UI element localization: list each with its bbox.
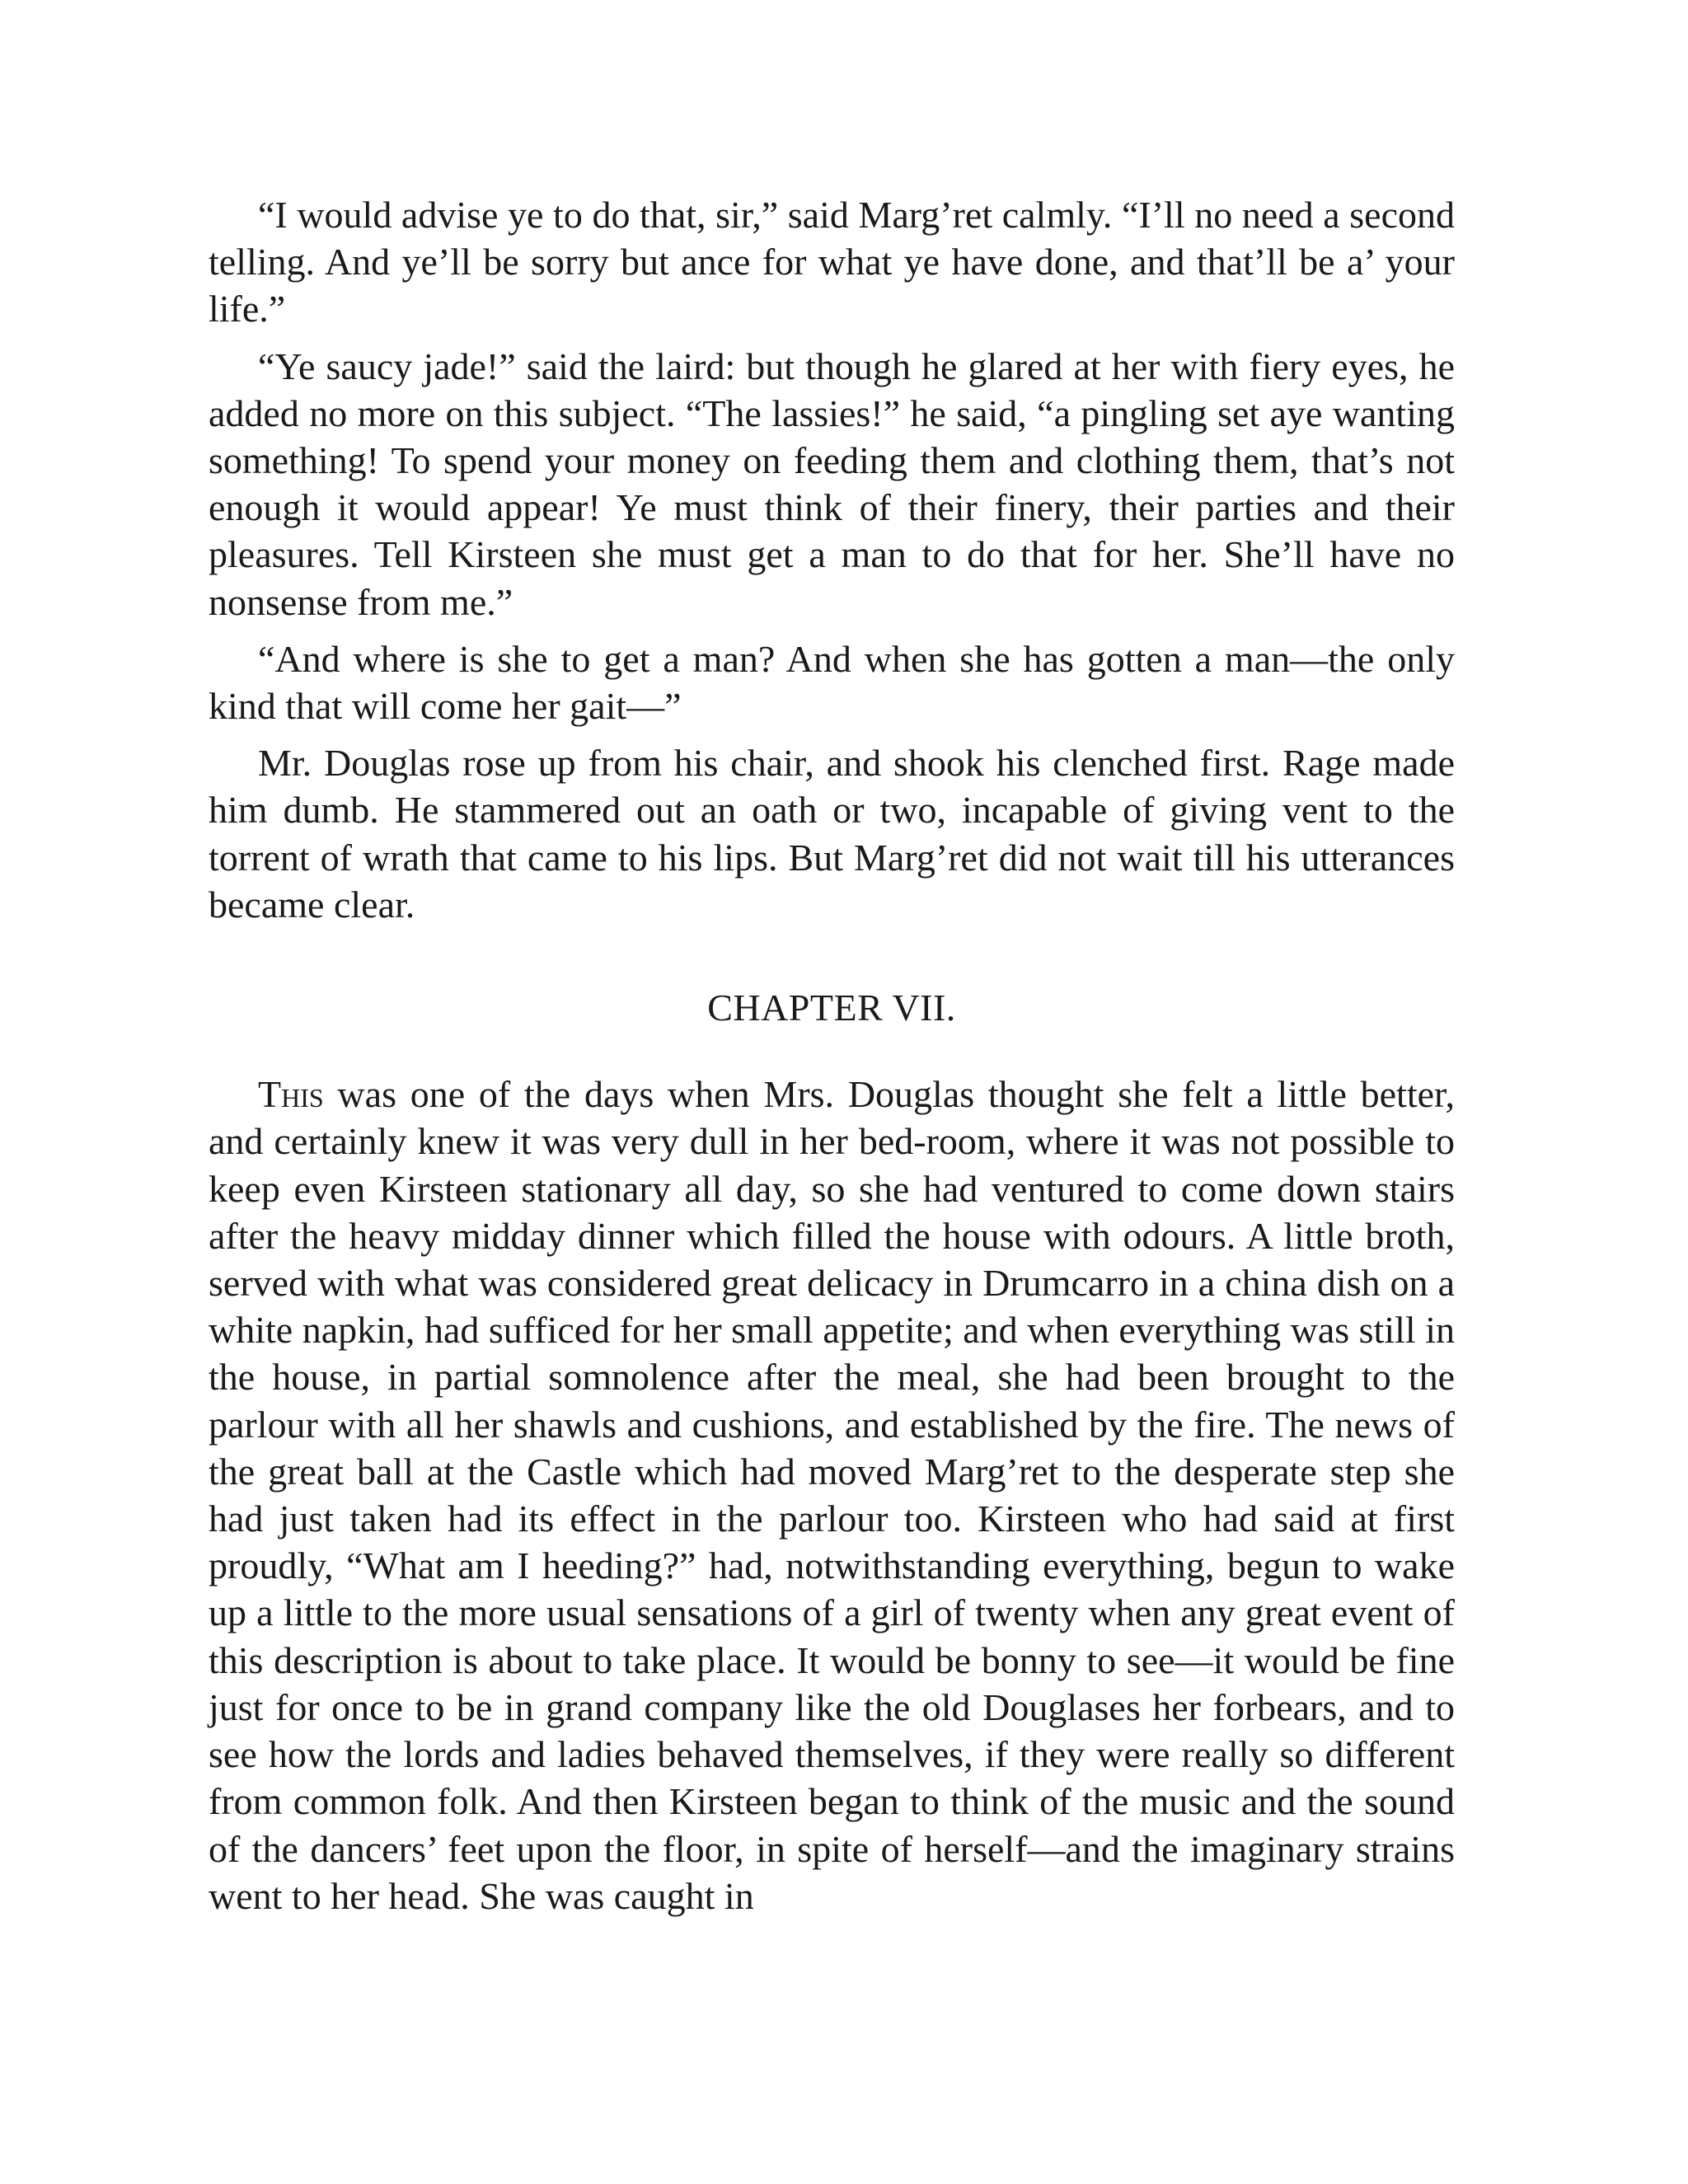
paragraph: Mr. Douglas rose up from his chair, and shook his clenched first. Rage made him dumb. He stammered out an oath or two, incapable of giving vent to the torrent of wrath that came to his lips. But Marg’ret did not wait till his utterances became clear. — [209, 742, 1455, 926]
chapter-heading: CHAPTER VII. — [707, 987, 956, 1029]
chapter-opening-paragraph — [209, 1071, 1455, 1919]
paragraph: “I would advise ye to do that, sir,” said Marg’ret calmly. “I’ll no need a second telling. And ye’ll be sorry but ance for what ye have done, and that’ll be a’ your life.” — [209, 194, 1455, 330]
book-page — [209, 191, 1455, 1929]
chapter-opening-text: was one of the days when Mrs. Douglas thought she felt a little better, and certainly knew it was very dull in her bed-room, where it was not possible to keep even Kirsteen stationary all day, so she had ventured to come down stairs after the heavy midday dinner which filled the house with odours. A little broth, served with what was considered great delicacy in Drumcarro in a china dish on a white napkin, had sufficed for her small appetite; and when everything was still in the house, in partial somnolence after the meal, she had been brought to the parlour with all her shawls and cushions, and established by the fire. The news of the great ball at the Castle which had moved Marg’ret to the desperate step she had just taken had its effect in the parlour too. Kirsteen who had said at first proudly, “What am I heeding?” had, notwithstanding everything, begun to wake up a little to the more usual sensations of a girl of twenty when any great event of this description is about to take place. It would be bonny to see—it would be fine just for once to be in grand company like the old Douglases her forbears, and to see how the lords and ladies behaved themselves, if they were really so different from common folk. And then Kirsteen began to think of the music and the sound of the dancers’ feet upon the floor, in spite of herself—and the imaginary strains went to her head. She was caught in — [209, 1073, 1455, 1917]
paragraph: “Ye saucy jade!” said the laird: but though he glared at her with fiery eyes, he added no more on this subject. “The lassies!” he said, “a pingling set aye wanting something! To spend your money on feeding them and clothing them, that’s not enough it would appear! Ye must think of their finery, their parties and their pleasures. Tell Kirsteen she must get a man to do that for her. She’ll have no nonsense from me.” — [209, 344, 1455, 623]
paragraph: “And where is she to get a man? And when she has gotten a man—the only kind that will come her gait—” — [209, 637, 1455, 728]
chapter-opening-word: This — [258, 1073, 324, 1116]
